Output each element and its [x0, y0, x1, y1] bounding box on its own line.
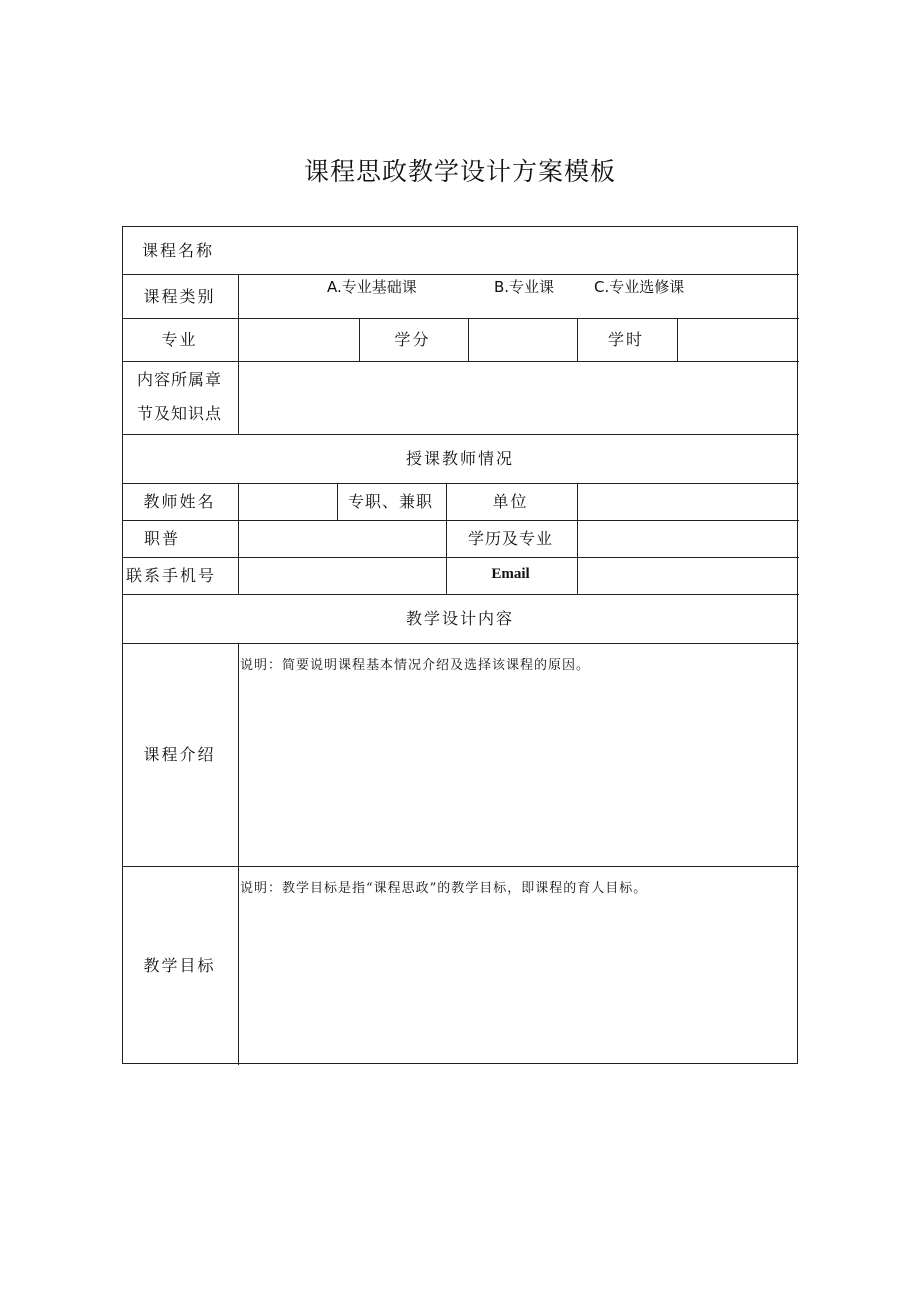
major-field[interactable]: [237, 317, 358, 360]
email-label: Email: [491, 566, 530, 582]
phone-field[interactable]: [237, 556, 445, 593]
course-intro-label: 课程介绍: [143, 745, 216, 764]
type-option-b[interactable]: B.专业课: [494, 278, 555, 296]
fulltime-label: 专职、兼职: [347, 492, 433, 511]
phone-label: 联系手机号: [125, 566, 216, 585]
teacher-name-field[interactable]: [237, 482, 336, 519]
col-divider: [238, 643, 239, 1065]
teaching-goal-label: 教学目标: [143, 956, 216, 975]
teacher-name-label: 教师姓名: [143, 492, 216, 511]
hours-field[interactable]: [676, 317, 798, 360]
teacher-section-title: 授课教师情况: [405, 449, 514, 468]
page-title: 课程思政教学设计方案模板: [303, 157, 616, 186]
education-label: 学历及专业: [467, 529, 553, 548]
unit-label: 单位: [492, 492, 529, 511]
design-section-title: 教学设计内容: [405, 609, 514, 628]
email-field[interactable]: [576, 556, 798, 593]
major-label: 专业: [161, 330, 198, 349]
education-field[interactable]: [576, 519, 798, 556]
unit-field[interactable]: [576, 482, 798, 519]
type-option-a[interactable]: A.专业基础课: [327, 278, 417, 296]
credit-label: 学分: [394, 330, 431, 349]
type-option-c[interactable]: C.专业选修课: [594, 278, 685, 296]
course-name-label: 课程名称: [142, 241, 215, 260]
credit-field[interactable]: [467, 317, 576, 360]
course-intro-note: 说明：简要说明课程基本情况介绍及选择该课程的原因。: [240, 658, 591, 673]
chapter-label-line2: 节及知识点: [136, 403, 222, 423]
title-field[interactable]: [237, 519, 445, 556]
course-type-label: 课程类别: [143, 286, 216, 306]
title-label: 职普: [143, 529, 180, 548]
teaching-goal-note: 说明：教学目标是指“课程思政”的教学目标，即课程的育人目标。: [240, 881, 648, 896]
chapter-field[interactable]: [237, 360, 798, 433]
hours-label: 学时: [607, 330, 644, 349]
chapter-label-line1: 内容所属章: [136, 369, 222, 389]
chapter-label: [122, 360, 237, 433]
